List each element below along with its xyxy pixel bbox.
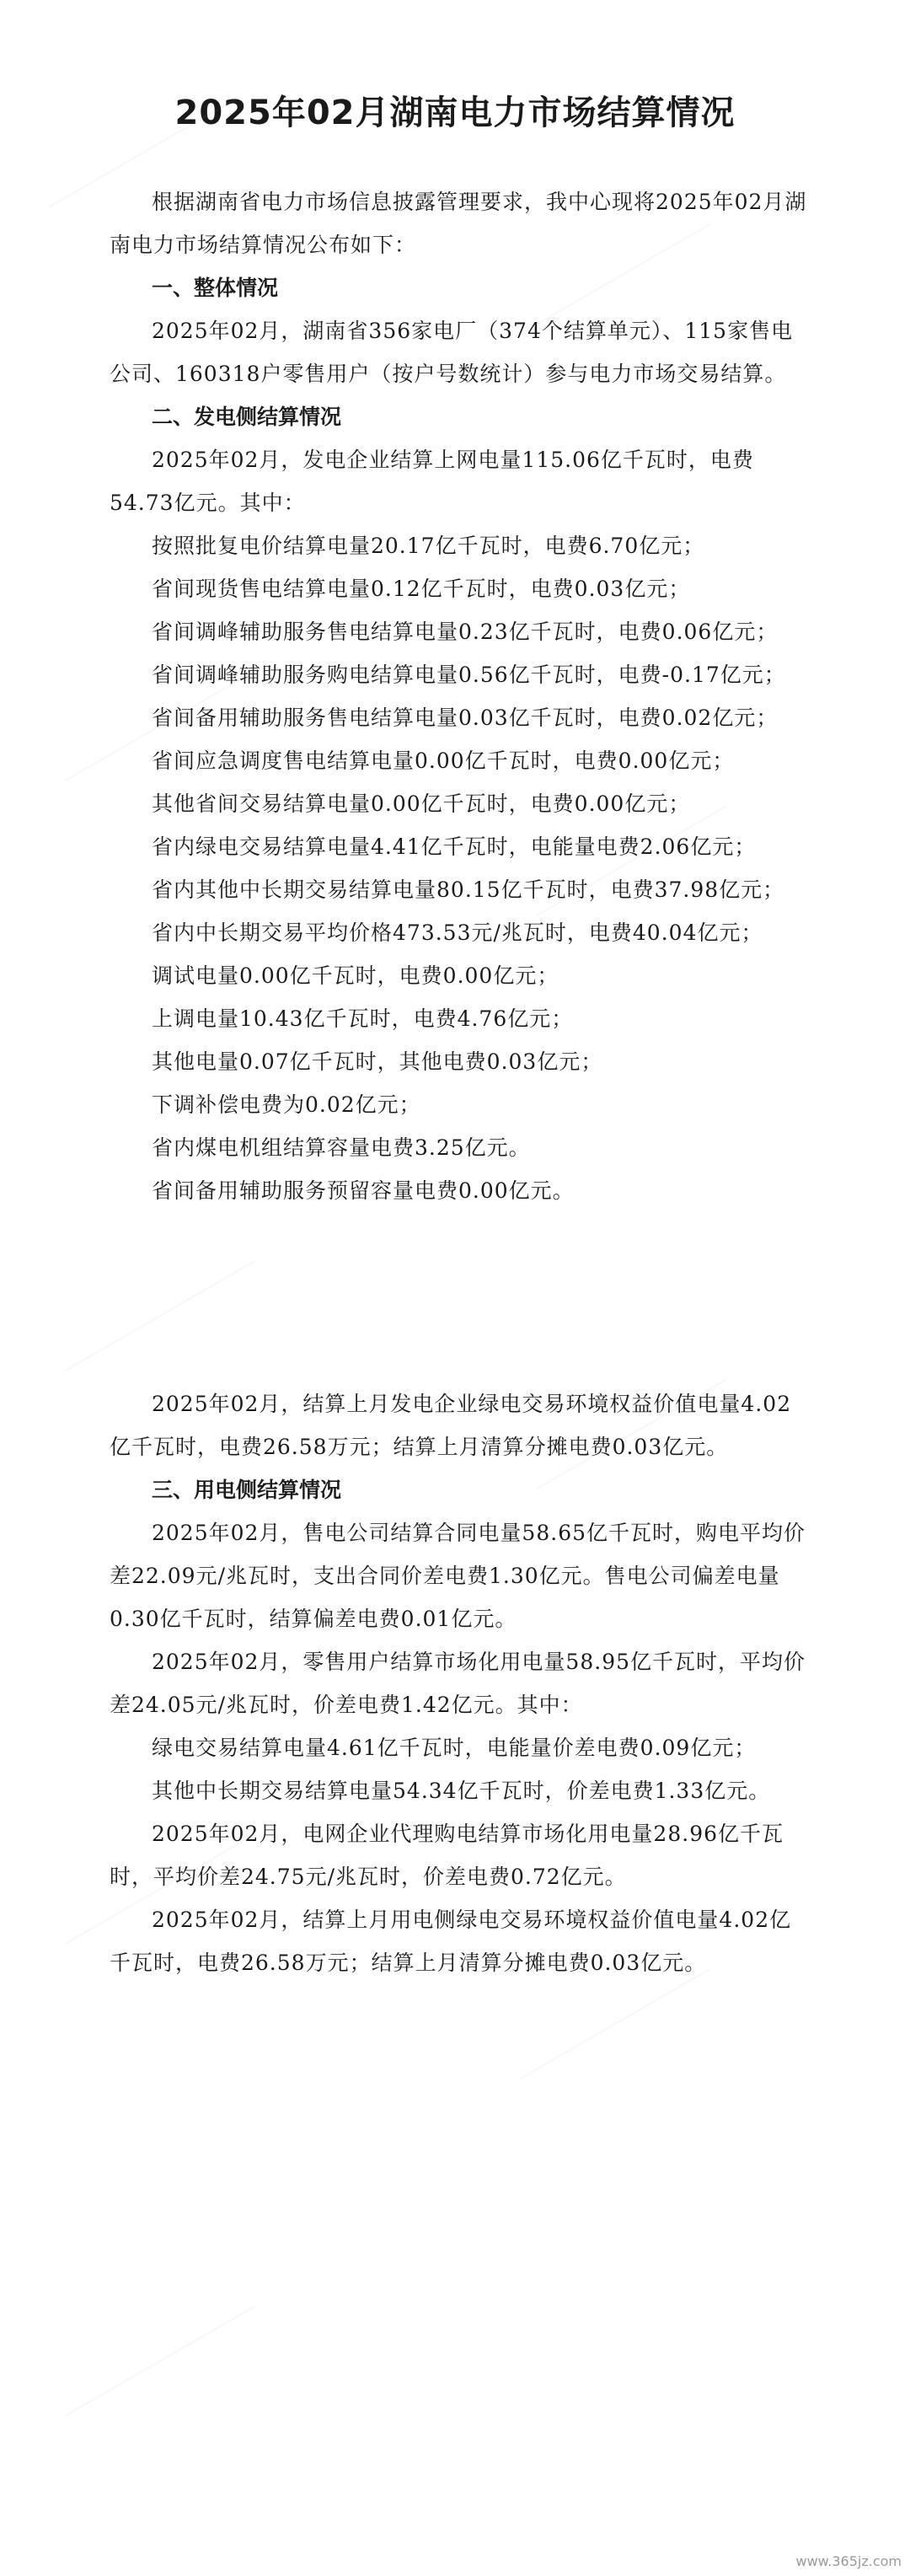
retail-user-item: 绿电交易结算电量4.61亿千瓦时，电能量价差电费0.09亿元； xyxy=(152,1736,757,1760)
generation-item: 省间备用辅助服务售电结算电量0.03亿千瓦时，电费0.02亿元； xyxy=(152,706,779,730)
generation-green-paragraph: 2025年02月，结算上月发电企业绿电交易环境权益价值电量4.02亿千瓦时，电费26.58万元；结算上月清算分摊电费0.03亿元。 xyxy=(110,1392,792,1459)
generation-item: 其他电量0.07亿千瓦时，其他电费0.03亿元； xyxy=(152,1049,603,1074)
site-watermark: www.365jz.com xyxy=(795,2553,902,2569)
retailer-paragraph: 2025年02月，售电公司结算合同电量58.65亿千瓦时，购电平均价差22.09元/兆瓦时，支出合同价差电费1.30亿元。售电公司偏差电量0.30亿千瓦时，结算偏差电费0.01亿元。 xyxy=(110,1521,806,1631)
section-2-heading: 二、发电侧结算情况 xyxy=(152,405,342,429)
generation-item: 调试电量0.00亿千瓦时，电费0.00亿元； xyxy=(152,963,559,988)
generation-item: 其他省间交易结算电量0.00亿千瓦时，电费0.00亿元； xyxy=(152,792,691,816)
retail-user-paragraph: 2025年02月，零售用户结算市场化用电量58.95亿千瓦时，平均价差24.05元/兆瓦时，价差电费1.42亿元。其中： xyxy=(110,1650,806,1717)
generation-item: 省内煤电机组结算容量电费3.25亿元。 xyxy=(152,1135,531,1160)
watermark-stroke xyxy=(65,1260,255,1371)
generation-item: 省内其他中长期交易结算电量80.15亿千瓦时，电费37.98亿元； xyxy=(152,877,785,902)
generation-item: 省间现货售电结算电量0.12亿千瓦时，电费0.03亿元； xyxy=(152,577,691,601)
watermark-stroke xyxy=(520,1968,710,2080)
section-1-paragraph: 2025年02月，湖南省356家电厂（374个结算单元）、115家售电公司、160318户零售用户（按户号数统计）参与电力市场交易结算。 xyxy=(110,319,794,386)
generation-item: 按照批复电价结算电量20.17亿千瓦时，电费6.70亿元； xyxy=(152,534,705,558)
grid-agency-paragraph: 2025年02月，电网企业代理购电结算市场化用电量28.96亿千瓦时，平均价差24.75元/兆瓦时，价差电费0.72亿元。 xyxy=(110,1822,784,1889)
generation-item: 上调电量10.43亿千瓦时，电费4.76亿元； xyxy=(152,1006,574,1031)
retail-user-item: 其他中长期交易结算电量54.34亿千瓦时，价差电费1.33亿元。 xyxy=(152,1779,771,1803)
page-title: 2025年02月湖南电力市场结算情况 xyxy=(174,94,736,132)
generation-item: 省间备用辅助服务预留容量电费0.00亿元。 xyxy=(152,1178,575,1203)
section-1-heading: 一、整体情况 xyxy=(152,276,279,300)
generation-item: 省间调峰辅助服务购电结算电量0.56亿千瓦时，电费-0.17亿元； xyxy=(152,663,786,687)
generation-item: 省内中长期交易平均价格473.53元/兆瓦时，电费40.04亿元； xyxy=(152,920,763,945)
generation-item: 省间应急调度售电结算电量0.00亿千瓦时，电费0.00亿元； xyxy=(152,749,735,773)
consumption-green-paragraph: 2025年02月，结算上月用电侧绿电交易环境权益价值电量4.02亿千瓦时，电费26.58万元；结算上月清算分摊电费0.03亿元。 xyxy=(110,1908,792,1975)
generation-item: 省内绿电交易结算电量4.41亿千瓦时，电能量电费2.06亿元； xyxy=(152,835,757,859)
generation-item: 下调补偿电费为0.02亿元； xyxy=(152,1092,421,1117)
intro-paragraph: 根据湖南省电力市场信息披露管理要求，我中心现将2025年02月湖南电力市场结算情况公布如下： xyxy=(110,190,807,257)
section-2-paragraph: 2025年02月，发电企业结算上网电量115.06亿千瓦时，电费54.73亿元。其中： xyxy=(110,448,754,515)
section-3-heading: 三、用电侧结算情况 xyxy=(152,1478,342,1502)
generation-item: 省间调峰辅助服务售电结算电量0.23亿千瓦时，电费0.06亿元； xyxy=(152,620,779,644)
watermark-stroke xyxy=(65,2305,255,2417)
